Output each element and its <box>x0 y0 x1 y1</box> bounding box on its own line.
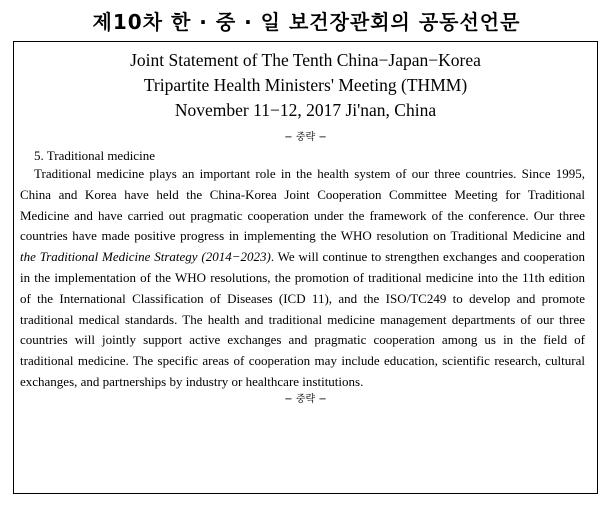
statement-date-location: November 11−12, 2017 Ji'nan, China <box>174 100 437 120</box>
omission-marker-bottom: − 중략 − <box>284 393 327 405</box>
strategy-title: the Traditional Medicine Strategy (2014−2023) <box>20 249 271 265</box>
paragraph-text-part-2: . We will continue to strengthen exchanges and cooperation in the implementation of the WHO resolutions, the promotion of traditional medicine into the 11th edition of the International Classification of Diseases (ICD 11), and the ISO/TC249 to develop and promote traditional medical standards. The health and traditional medicine management departments of our three countries will jointly support active exchanges and pragmatic cooperation among us in the field of traditional medicine. The specific areas of cooperation may include education, scientific research, cultural exchanges, and partnerships by industry or healthcare institutions. <box>20 249 585 389</box>
statement-title-line-2: Tripartite Health Ministers' Meeting (THMM) <box>143 75 468 95</box>
omission-marker-top: − 중략 − <box>284 132 327 143</box>
statement-title-line-1: Joint Statement of The Tenth China−Japan−Korea <box>130 50 481 70</box>
section-paragraph <box>14 164 597 393</box>
section-title: 5. Traditional medicine <box>34 148 155 163</box>
page-title: 제10차 한 · 중 · 일 보건장관회의 공동선언문 <box>92 10 521 34</box>
paragraph-text-part-1: Traditional medicine plays an important role in the health system of our three countries. Since 1995, China and Korea have held the China-Korea Joint Cooperation Committee Meeting for Traditional Medicine and have carried out pragmatic cooperation under the framework of the conference. Our three countries have made positive progress in implementing the WHO resolution on Traditional Medicine and <box>20 166 585 244</box>
statement-box <box>13 41 598 494</box>
